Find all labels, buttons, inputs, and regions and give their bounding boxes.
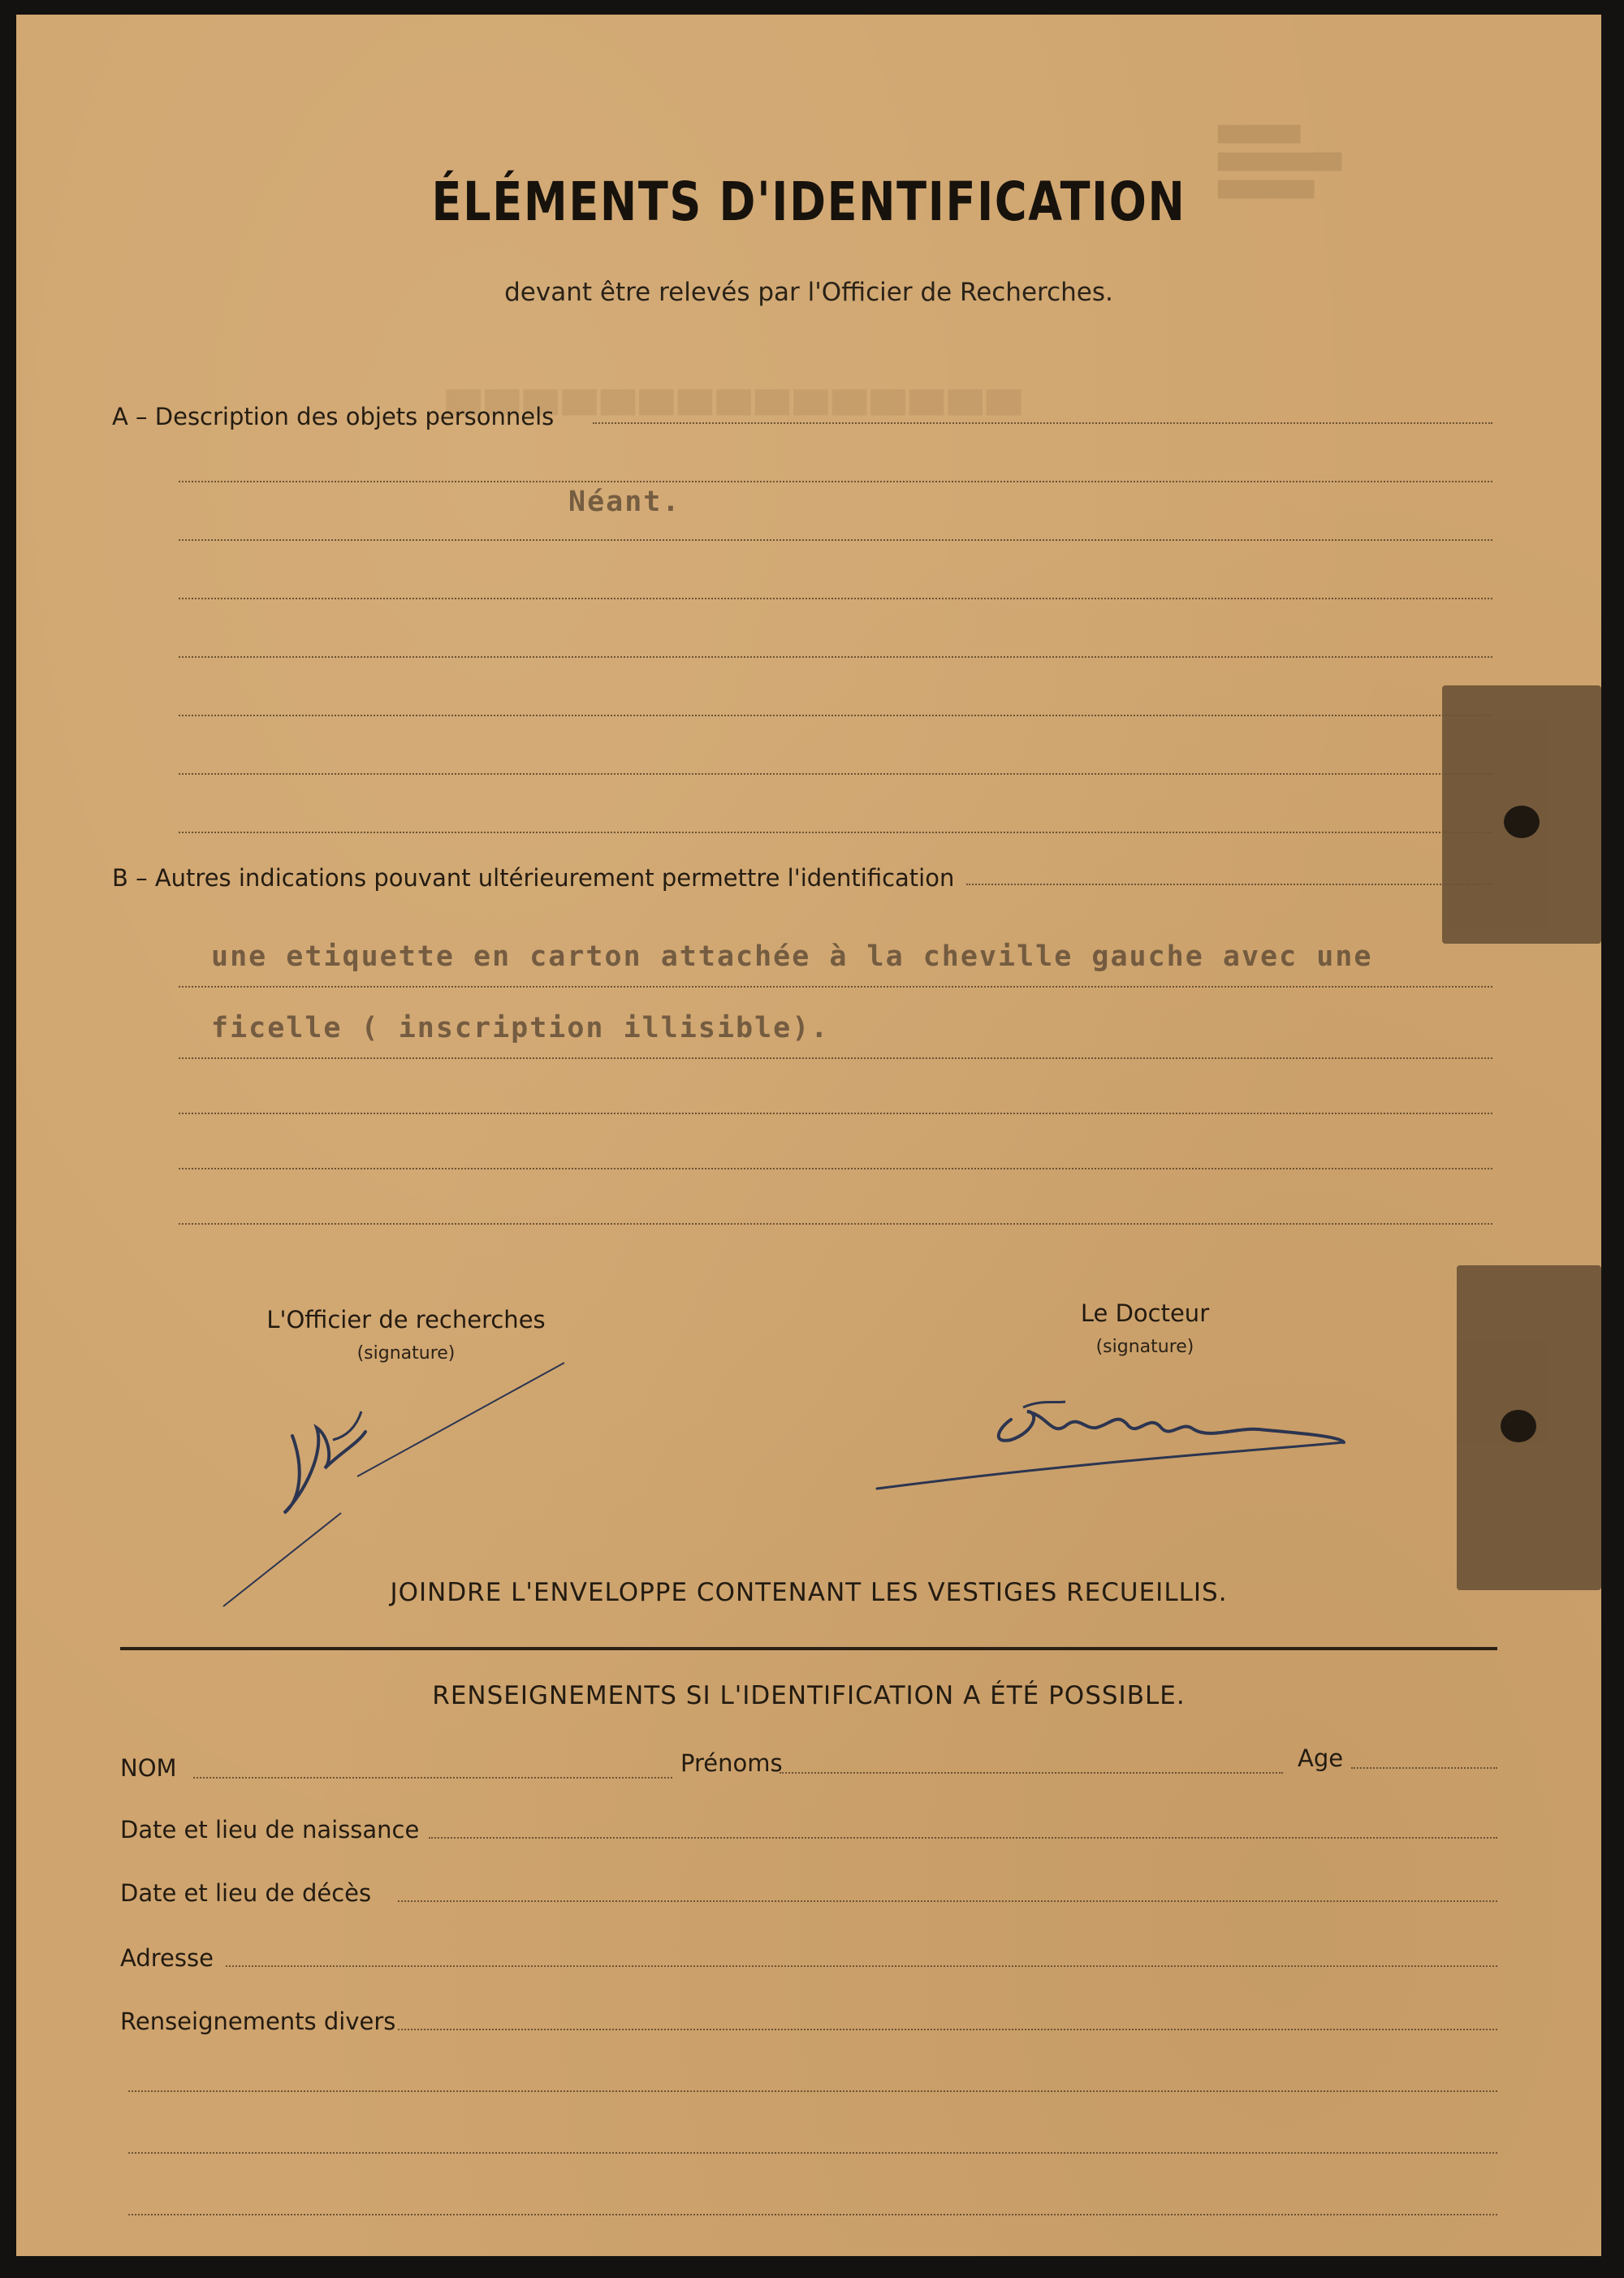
divers-field	[398, 2029, 1497, 2030]
nom-label: NOM	[120, 1754, 177, 1782]
punch-hole	[1501, 1410, 1536, 1442]
envelope-instruction: JOINDRE L'ENVELOPPE CONTENANT LES VESTIGES RECUEILLIS.	[390, 1578, 1228, 1607]
faded-bleedthrough: ▄▄▄▄▄▄▄▄▄▄▄▄▄▄▄	[447, 364, 1026, 415]
dotted-line	[128, 2090, 1497, 2092]
doctor-signature	[853, 1355, 1380, 1501]
dotted-line	[179, 1223, 1492, 1225]
adresse-field	[226, 1965, 1497, 1967]
divers-label: Renseignements divers	[120, 2008, 396, 2035]
section-b-label: B – Autres indications pouvant ultérieurement permettre l'identification	[112, 864, 955, 892]
dotted-line	[179, 1168, 1492, 1169]
age-field	[1351, 1767, 1497, 1769]
document-sheet	[16, 15, 1601, 2256]
officer-signature	[195, 1338, 585, 1614]
prenoms-label: Prénoms	[680, 1749, 783, 1777]
dotted-line	[128, 2214, 1497, 2215]
adresse-label: Adresse	[120, 1944, 214, 1972]
section-a-label: A – Description des objets personnels	[112, 403, 555, 430]
doctor-signature-title: Le Docteur	[1080, 1299, 1210, 1327]
doctor-signature-caption: (signature)	[1095, 1337, 1194, 1357]
dotted-line	[179, 539, 1492, 541]
officer-signature-caption: (signature)	[356, 1343, 456, 1364]
dotted-line	[128, 2152, 1497, 2154]
faded-stamp-corner: ▇▇▇▇▇▇ ▇▇▇▇▇▇▇▇▇ ▇▇▇▇▇▇▇	[1218, 123, 1342, 199]
dotted-line	[179, 481, 1492, 482]
identification-title: RENSEIGNEMENTS SI L'IDENTIFICATION A ÉTÉ POSSIBLE.	[432, 1681, 1186, 1710]
dotted-line	[179, 656, 1492, 658]
binding-tab-upper	[1442, 685, 1601, 944]
section-divider	[120, 1647, 1497, 1650]
dotted-line	[179, 986, 1492, 988]
dotted-line	[179, 715, 1492, 716]
naissance-label: Date et lieu de naissance	[120, 1816, 420, 1844]
punch-hole	[1504, 806, 1540, 838]
dotted-line	[179, 598, 1492, 599]
binding-tab-lower	[1457, 1265, 1601, 1590]
section-a-typed-entry: Néant.	[568, 486, 681, 518]
officer-signature-title: L'Officier de recherches	[266, 1306, 546, 1334]
deces-label: Date et lieu de décès	[120, 1879, 372, 1907]
dotted-line	[179, 1057, 1492, 1059]
dotted-line	[179, 773, 1492, 775]
nom-field	[193, 1777, 672, 1779]
naissance-field	[429, 1837, 1497, 1839]
dotted-line	[966, 884, 1492, 885]
section-b-typed-line-1: une etiquette en carton attachée à la cheville gauche avec une	[211, 940, 1373, 973]
dotted-line	[179, 832, 1492, 833]
age-label: Age	[1298, 1744, 1344, 1772]
page-subtitle: devant être relevés par l'Officier de Recherches.	[504, 278, 1113, 307]
dotted-line	[179, 1113, 1492, 1114]
dotted-line	[593, 422, 1492, 424]
prenoms-field	[780, 1772, 1283, 1774]
page-title: ÉLÉMENTS D'IDENTIFICATION	[431, 171, 1186, 233]
section-b-typed-line-2: ficelle ( inscription illisible).	[211, 1012, 830, 1044]
deces-field	[398, 1900, 1497, 1902]
